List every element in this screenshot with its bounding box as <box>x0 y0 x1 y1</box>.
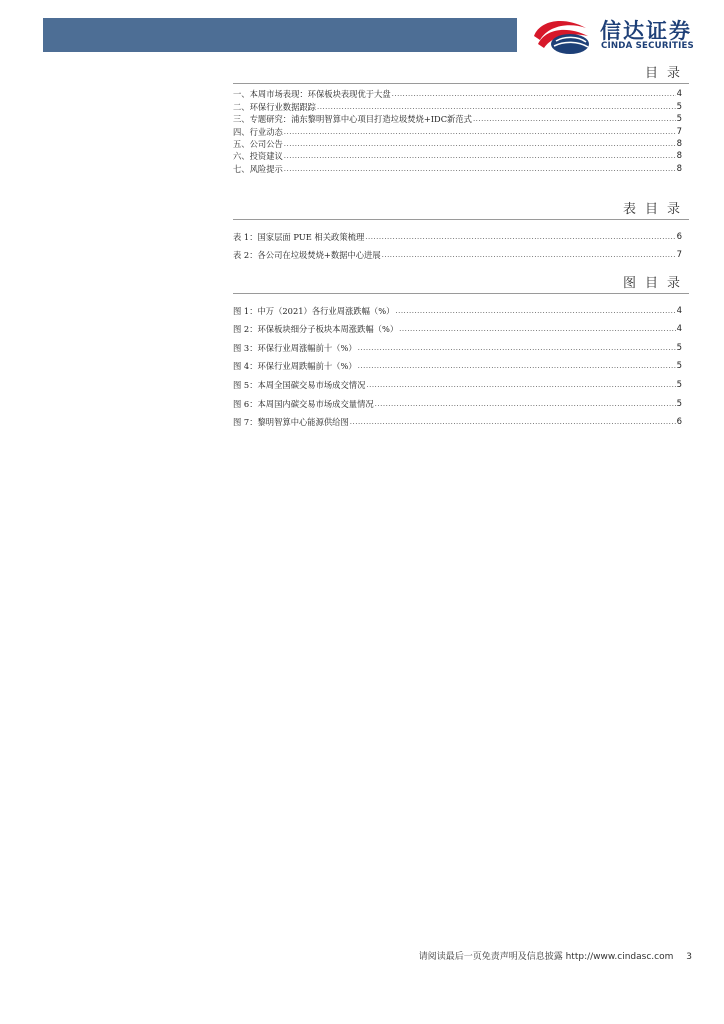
toc-item-text: 四、行业动态 <box>233 126 283 137</box>
figure-list-item-text: 图 1：中万（2021）各行业周涨跌幅（%） <box>233 305 395 316</box>
figure-list-item-page: 6 <box>676 417 682 428</box>
toc-item-text: 二、环保行业数据跟踪 <box>233 101 316 112</box>
toc-item-text: 六、投资建议 <box>233 151 283 162</box>
toc-item[interactable] <box>233 100 682 112</box>
toc-item[interactable] <box>233 162 682 174</box>
figure-list-item[interactable] <box>233 335 682 354</box>
table-list-item[interactable] <box>233 243 682 262</box>
leader-dots <box>392 89 676 100</box>
figure-list-item-text: 图 2：环保板块细分子板块本周涨跌幅（%） <box>233 324 399 335</box>
figure-list-item-text: 图 4：环保行业周跌幅前十（%） <box>233 361 357 372</box>
leader-dots <box>382 250 676 261</box>
page-number: 3 <box>686 952 692 962</box>
logo-english-name: CINDA SECURITIES <box>601 41 694 51</box>
leader-dots <box>358 361 676 372</box>
table-list-item-page: 6 <box>676 231 682 242</box>
table-list <box>233 224 682 261</box>
toc-item-text: 七、风险提示 <box>233 163 283 174</box>
leader-dots <box>395 306 675 317</box>
footer-url[interactable]: http://www.cindasc.com <box>565 952 674 962</box>
toc-item-text: 一、本周市场表现：环保板块表现优于大盘 <box>233 89 391 100</box>
toc-item-page: 4 <box>676 89 682 100</box>
table-list-item-page: 7 <box>676 250 682 261</box>
toc-item-text: 五、公司公告 <box>233 138 283 149</box>
toc-item[interactable] <box>233 150 682 162</box>
toc-item-page: 8 <box>676 163 682 174</box>
toc-item-page: 8 <box>676 138 682 149</box>
toc-item-page: 5 <box>676 101 682 112</box>
toc-item-text: 三、专题研究：浦东黎明智算中心项目打造垃圾焚烧+IDC新范式 <box>233 114 472 125</box>
leader-dots <box>358 343 676 354</box>
toc-item-page: 8 <box>676 151 682 162</box>
toc-title: 目录 <box>233 64 689 84</box>
toc-item-page: 7 <box>676 126 682 137</box>
cinda-logo-icon <box>530 14 592 56</box>
figure-list-item-text: 图 7：黎明智算中心能源供给图 <box>233 417 349 428</box>
table-list-item-text: 表 2：各公司在垃圾焚烧+数据中心进展 <box>233 250 381 261</box>
figure-list-item[interactable] <box>233 410 682 429</box>
table-list-section <box>233 200 689 261</box>
figure-list <box>233 298 682 428</box>
figure-list-item[interactable] <box>233 354 682 373</box>
leader-dots <box>284 127 676 138</box>
figure-list-item-text: 图 5：本周全国碳交易市场成交情况 <box>233 379 366 390</box>
company-logo <box>530 14 710 56</box>
table-list-item[interactable] <box>233 224 682 243</box>
figure-list-title: 图目录 <box>233 274 689 294</box>
toc-item[interactable] <box>233 88 682 100</box>
toc-list <box>233 88 682 175</box>
toc-item-page: 5 <box>676 114 682 125</box>
table-list-title: 表目录 <box>233 200 689 220</box>
toc-section <box>233 64 689 175</box>
figure-list-item-page: 5 <box>676 342 682 353</box>
leader-dots <box>366 380 675 391</box>
header-bar <box>43 18 517 52</box>
figure-list-item[interactable] <box>233 298 682 317</box>
leader-dots <box>473 114 676 125</box>
leader-dots <box>284 139 676 150</box>
figure-list-item-page: 4 <box>676 324 682 335</box>
leader-dots <box>365 232 675 243</box>
toc-item[interactable] <box>233 113 682 125</box>
toc-item[interactable] <box>233 138 682 150</box>
leader-dots <box>317 102 676 113</box>
leader-dots <box>375 399 676 410</box>
leader-dots <box>350 417 676 428</box>
leader-dots <box>284 164 676 175</box>
figure-list-item-text: 图 3：环保行业周涨幅前十（%） <box>233 342 357 353</box>
figure-list-item-page: 5 <box>676 398 682 409</box>
figure-list-item-text: 图 6：本周国内碳交易市场成交量情况 <box>233 398 374 409</box>
leader-dots <box>399 324 675 335</box>
page-footer <box>419 949 692 962</box>
leader-dots <box>284 151 676 162</box>
table-list-item-text: 表 1：国家层面 PUE 相关政策梳理 <box>233 231 365 242</box>
figure-list-item-page: 5 <box>676 361 682 372</box>
figure-list-section <box>233 274 689 428</box>
footer-disclaimer: 请阅读最后一页免责声明及信息披露 <box>418 952 563 962</box>
toc-item[interactable] <box>233 125 682 137</box>
figure-list-item[interactable] <box>233 317 682 336</box>
figure-list-item-page: 4 <box>676 305 682 316</box>
figure-list-item-page: 5 <box>676 379 682 390</box>
logo-chinese-name: 信达证券 <box>600 19 692 43</box>
figure-list-item[interactable] <box>233 391 682 410</box>
figure-list-item[interactable] <box>233 372 682 391</box>
